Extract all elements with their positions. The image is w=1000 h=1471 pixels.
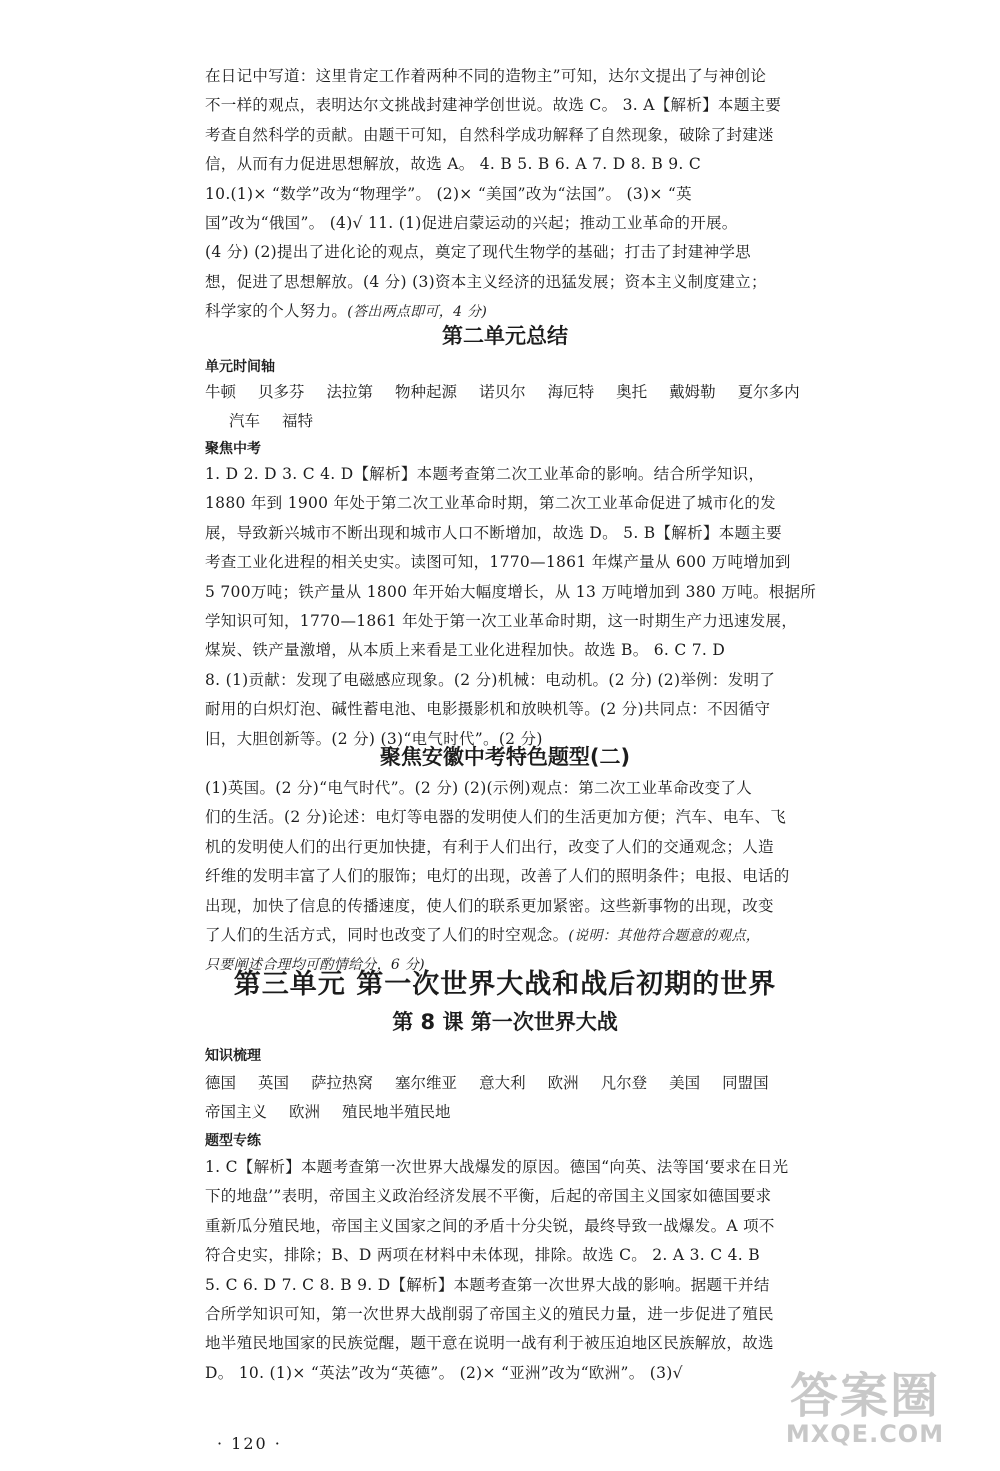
text-line: 纤维的发明丰富了人们的服饰；电灯的出现，改善了人们的照明条件；电报、电话的 [205, 867, 790, 886]
text-line: 5 700万吨；铁产量从 1800 年开始大幅度增长，从 13 万吨增加到 380 万吨。根据所 [205, 582, 817, 601]
keyword: 奥托 [616, 383, 648, 401]
text-main: 科学家的个人努力。 [205, 302, 348, 321]
keyword: 海厄特 [547, 383, 595, 401]
text-line: 耐用的白炽灯泡、碱性蓄电池、电影摄影机和放映机等。(2 分)共同点：不因循守 [205, 700, 771, 719]
keyword: 汽车 [229, 412, 261, 430]
keyword: 福特 [282, 412, 314, 430]
top-answer-block [205, 62, 805, 328]
section-title: 聚焦安徽中考特色题型(二) [379, 745, 631, 769]
watermark-main: 答案圈 [789, 1368, 940, 1424]
anhui-special-section [205, 740, 805, 981]
unit2-summary-section [205, 318, 817, 754]
keyword: 贝多芬 [258, 383, 305, 401]
keyword: 美国 [669, 1074, 701, 1092]
keyword: 戴姆勒 [669, 383, 716, 401]
text-line: 下的地盘’”表明，帝国主义政治经济发展不平衡，后起的帝国主义国家如德国要求 [205, 1187, 772, 1206]
text-line: 展，导致新兴城市不断出现和城市人口不断增加，故选 D。 5. B【解析】本题主要 [205, 523, 782, 542]
text-line: 重新瓜分殖民地，帝国主义国家之间的矛盾十分尖锐，最终导致一战爆发。A 项不 [205, 1216, 775, 1235]
text-line: 1. C【解析】本题考查第一次世界大战爆发的原因。德国“向英、法等国‘要求在日光 [205, 1158, 789, 1176]
watermark-logo [760, 1368, 970, 1451]
text-line: 机的发明使人们的出行更加快捷，有利于人们出行，改变了人们的交通观念；人造 [205, 837, 774, 856]
text-line: 1880 年到 1900 年处于第二次工业革命时期，第二次工业革命促进了城市化的发 [205, 494, 776, 513]
keyword: 欧洲 [289, 1103, 321, 1121]
text-line: 合所学知识可知，第一次世界大战削弱了帝国主义的殖民力量，进一步促进了殖民 [205, 1305, 774, 1324]
text-line: 旧，大胆创新等。(2 分) (3)“电气时代”。(2 分) [205, 729, 543, 748]
text-line: 8. (1)贡献：发现了电磁感应现象。(2 分)机械：电动机。(2 分) (2)举例：发明了 [205, 670, 776, 689]
keyword: 英国 [258, 1074, 290, 1092]
text-line [205, 921, 805, 951]
knowledge-row [205, 1098, 805, 1127]
keyword: 欧洲 [547, 1074, 579, 1092]
text-line: (4 分) (2)提出了进化论的观点，奠定了现代生物学的基础；打击了封建神学思 [205, 243, 751, 262]
text-line: 信，从而有力促进思想解放，故选 A。 4. B 5. B 6. A 7. D 8. B 9. C [205, 155, 702, 174]
text-line: 煤炭、铁产量激增，从本质上来看是工业化进程加快。故选 B。 6. C 7. D [205, 641, 726, 660]
unit3-section [205, 965, 805, 1388]
keyword: 德国 [205, 1074, 237, 1092]
timeline-label: 单元时间轴 [205, 359, 275, 375]
text-line: 考查工业化进程的相关史实。读图可知，1770—1861 年煤产量从 600 万吨增加到 [205, 553, 791, 572]
knowledge-label: 知识梳理 [205, 1048, 261, 1064]
practice-label: 题型专练 [205, 1133, 261, 1149]
text-line: 10.(1)× “数学”改为“物理学”。 (2)× “美国”改为“法国”。 (3)× “英 [205, 184, 692, 203]
keyword: 帝国主义 [205, 1103, 268, 1121]
text-line: 们的生活。(2 分)论述：电灯等电器的发明使人们的生活更加方便；汽车、电车、飞 [205, 808, 787, 827]
text-line: 国”改为“俄国”。 (4)√ 11. (1)促进启蒙运动的兴起；推动工业革命的开展。 [205, 214, 738, 233]
keyword: 萨拉热窝 [311, 1074, 374, 1092]
keyword: 物种起源 [395, 383, 458, 401]
text-main: 了人们的生活方式，同时也改变了人们的时空观念。 [205, 926, 569, 945]
timeline-row [205, 378, 805, 407]
text-line: 在日记中写道：这里肯定工作着两种不同的造物主”可知，达尔文提出了与神创论 [205, 67, 767, 85]
unit-title: 第三单元 第一次世界大战和战后初期的世界 [233, 969, 777, 1000]
text-line: (1)英国。(2 分)“电气时代”。(2 分) (2)(示例)观点：第二次工业革命改变了人 [205, 779, 753, 797]
text-line: 出现，加快了信息的传播速度，使人们的联系更加紧密。这些新事物的出现，改变 [205, 896, 774, 915]
text-line: 学知识可知，1770—1861 年处于第一次工业革命时期，这一时期生产力迅速发展， [205, 612, 798, 631]
section-title: 第二单元总结 [442, 324, 568, 348]
text-line: 符合史实，排除；B、D 两项在材料中未体现，排除。故选 C。 2. A 3. C 4. B [205, 1246, 760, 1265]
text-line: 5. C 6. D 7. C 8. B 9. D【解析】本题考查第一次世界大战的影响。据题干并结 [205, 1275, 770, 1294]
text-line: 地半殖民地国家的民族觉醒，题干意在说明一战有利于被压迫地区民族解放，故选 [205, 1334, 774, 1353]
focus-label: 聚焦中考 [205, 441, 261, 457]
keyword: 夏尔多内 [737, 383, 800, 401]
text-line: 1. D 2. D 3. C 4. D【解析】本题考查第二次工业革命的影响。结合所学知识， [205, 465, 765, 483]
scoring-note: (说明：其他符合题意的观点， [568, 928, 761, 945]
text-line: 不一样的观点，表明达尔文挑战封建神学创世说。故选 C。 3. A【解析】本题主要 [205, 96, 782, 115]
watermark-url: MXQE.COM [785, 1420, 945, 1448]
text-line: 考查自然科学的贡献。由题干可知，自然科学成功解释了自然现象，破除了封建迷 [205, 125, 774, 144]
scoring-note: 只要阐述合理均可酌情给分，6 分) [205, 957, 425, 974]
keyword: 牛顿 [205, 383, 237, 401]
page-number: · 120 · [217, 1434, 282, 1453]
knowledge-row [205, 1069, 805, 1098]
keyword: 法拉第 [326, 383, 374, 401]
timeline-row [205, 407, 805, 436]
scoring-note: (答出两点即可，4 分) [347, 304, 488, 321]
keyword: 塞尔维亚 [395, 1074, 458, 1092]
keyword: 同盟国 [722, 1074, 769, 1092]
keyword: 殖民地半殖民地 [342, 1103, 451, 1121]
keyword: 诺贝尔 [479, 383, 526, 401]
text-line: D。 10. (1)× “英法”改为“英德”。 (2)× “亚洲”改为“欧洲”。 (3)√ [205, 1363, 683, 1382]
keyword: 意大利 [479, 1074, 526, 1092]
text-line: 想，促进了思想解放。(4 分) (3)资本主义经济的迅猛发展；资本主义制度建立； [205, 272, 767, 291]
keyword: 凡尔登 [600, 1074, 648, 1092]
lesson-title: 第 8 课 第一次世界大战 [392, 1010, 618, 1034]
